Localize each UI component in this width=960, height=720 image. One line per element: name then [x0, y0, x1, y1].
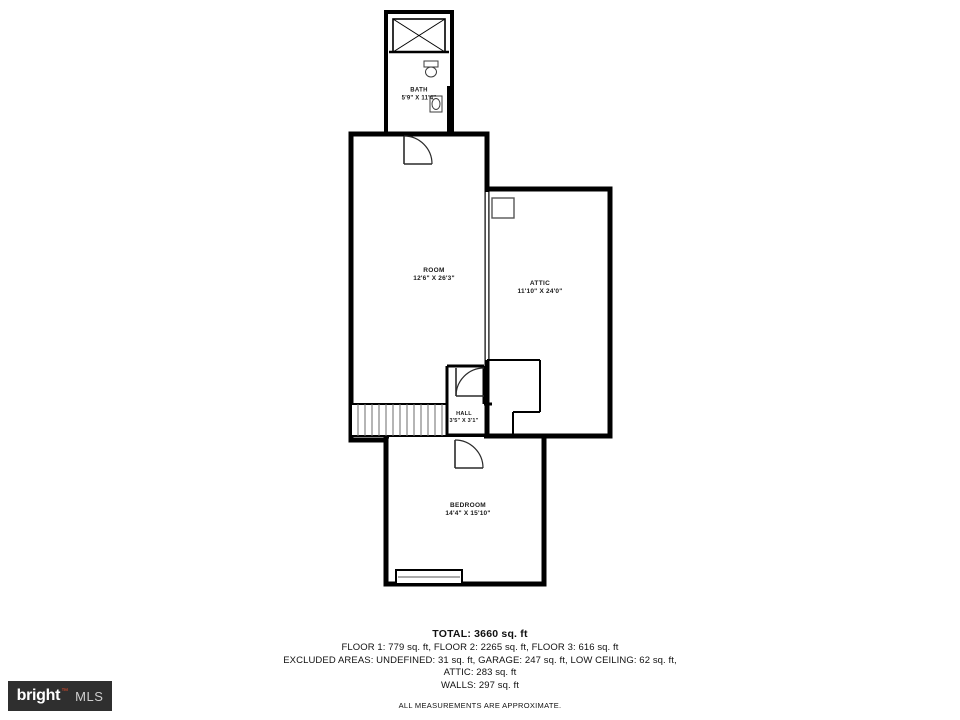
room-dims-hall: 3'5" X 3'1" — [449, 418, 479, 424]
room-name-bath: BATH — [410, 87, 428, 94]
room-label-hall — [450, 411, 479, 425]
bright-mls-watermark — [8, 681, 112, 711]
stairs — [351, 404, 447, 436]
room-dims-bedroom: 14'4" X 15'10" — [445, 510, 491, 517]
watermark-brand: bright — [16, 687, 61, 704]
room-name-room: ROOM — [423, 266, 445, 274]
room-dims-bath: 5'9" X 11'4" — [401, 95, 437, 101]
attic-area: ATTIC: 283 sq. ft — [443, 667, 517, 679]
room-name-attic: ATTIC — [529, 279, 551, 287]
room-dims-room: 12'6" X 26'3" — [413, 275, 455, 282]
bedroom-window — [396, 570, 462, 584]
walls-area: WALLS: 297 sq. ft — [441, 679, 519, 691]
excluded-areas: EXCLUDED AREAS: UNDEFINED: 31 sq. ft, GARAGE: 247 sq. ft, LOW CEILING: 62 sq. ft, — [283, 654, 677, 666]
room-name-hall: HALL — [456, 411, 472, 418]
room-name-bedroom: BEDROOM — [449, 501, 487, 509]
toilet-fixture — [424, 61, 438, 77]
watermark-mls: MLS — [75, 688, 104, 704]
floor-areas: FLOOR 1: 779 sq. ft, FLOOR 2: 2265 sq. ft, FLOOR 3: 616 sq. ft — [341, 642, 619, 653]
room-label-room — [413, 267, 455, 283]
room-label-bedroom — [445, 502, 490, 518]
bath-room-shape — [386, 12, 452, 134]
area-summary — [0, 628, 960, 710]
room-label-bath — [402, 88, 437, 103]
room-label-attic — [518, 280, 563, 296]
total-area: TOTAL: 3660 sq. ft — [432, 628, 528, 640]
measurement-disclaimer: ALL MEASUREMENTS ARE APPROXIMATE. — [398, 701, 562, 711]
watermark-trademark-icon: ™ — [61, 687, 69, 695]
room-dims-attic: 11'10" X 24'0" — [517, 288, 563, 295]
